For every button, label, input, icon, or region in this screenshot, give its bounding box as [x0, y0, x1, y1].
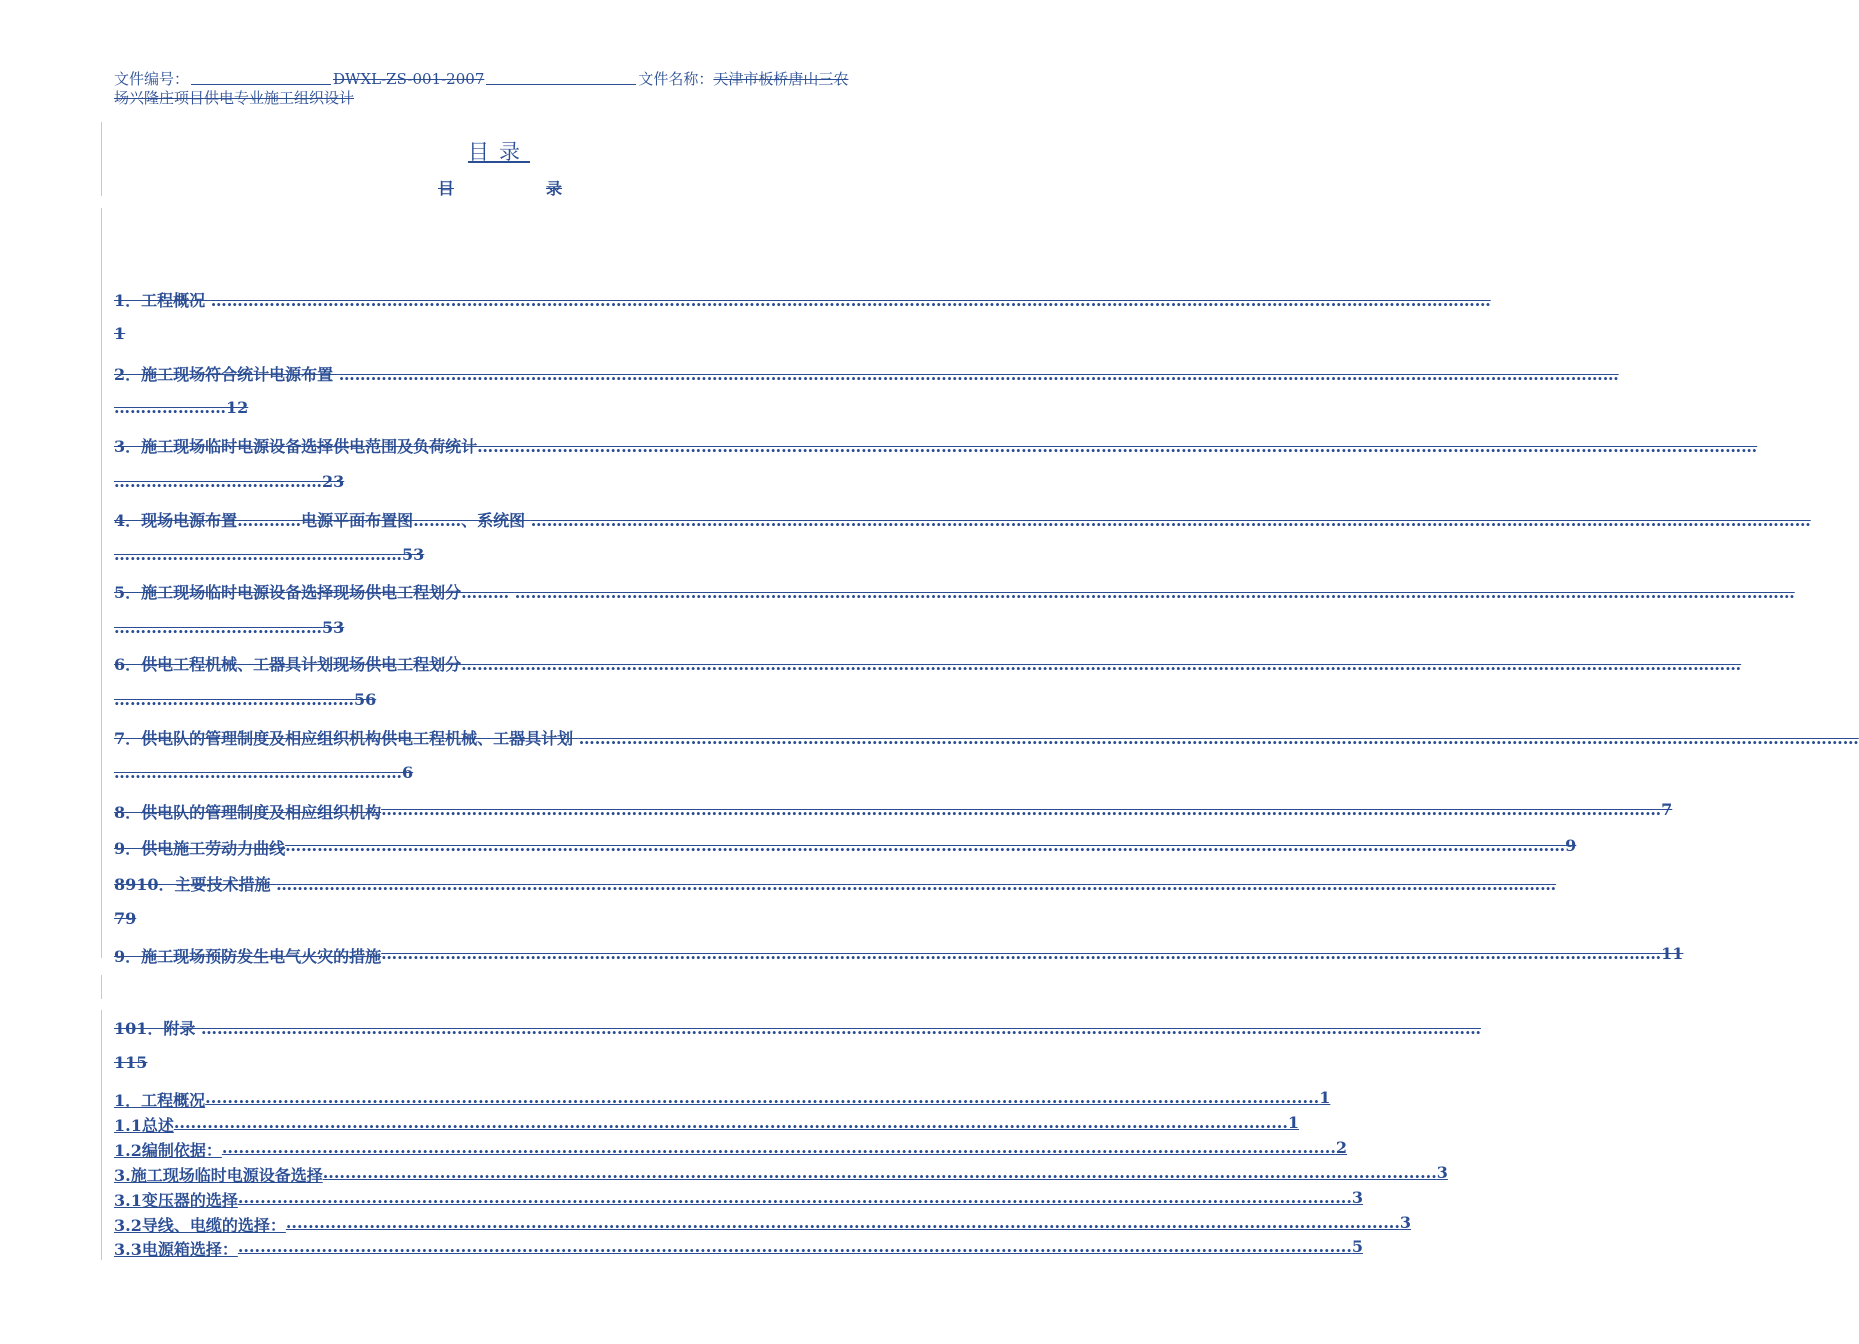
toc-old-entry[interactable] — [114, 836, 1577, 859]
toc-old-entry[interactable] — [114, 508, 1811, 531]
underline-gap — [191, 76, 331, 85]
toc-leader-dots: ........................................................................................................................................................................................................ — [237, 1188, 1352, 1207]
toc-leader-dots: ……………………………………… — [114, 690, 354, 709]
toc-page-number: 1 — [1287, 1113, 1300, 1132]
toc-page-number: 23 — [322, 472, 345, 491]
toc-leader-dots: …………………………………………………………………………………………………………………………………………………………………………………………………………………… — [200, 1019, 1481, 1038]
toc-page-number: 3 — [1436, 1163, 1448, 1182]
toc-leader-dots: ........................................................................................................................................................................................................ — [285, 1213, 1400, 1232]
doc-no: DWXL-ZS-001-2007 — [333, 70, 485, 88]
page-title-old — [438, 176, 562, 199]
toc-old-entry[interactable] — [114, 800, 1673, 823]
toc-entry-label: 3.2导线、电缆的选择： — [114, 1216, 286, 1235]
toc-leader-dots: ……………………………………………… — [114, 545, 402, 564]
toc-page-number: 53 — [402, 545, 425, 564]
toc-old-entry[interactable] — [114, 362, 1619, 385]
toc-leader-dots: ………………………………… — [114, 472, 322, 491]
document-header — [114, 70, 884, 108]
underline-gap — [486, 76, 636, 85]
toc-leader-dots: ……………………………………………… — [114, 763, 402, 782]
toc-page-number: 5 — [1351, 1237, 1364, 1256]
toc-leader-dots: …………………………………………………………………………………………………………………………………………………………………………………………………………………… — [514, 583, 1795, 602]
toc-entry-label: 8910．主要技术措施 — [114, 875, 277, 894]
doc-name-line2: 场兴隆庄项目供电专业施工组织设计 — [114, 89, 355, 107]
toc-old-entry-continued[interactable] — [114, 324, 882, 343]
toc-entry-label: 101．附录 — [114, 1019, 201, 1038]
toc-page-number: 3 — [1351, 1188, 1364, 1207]
toc-leader-dots: …………………………………………………………………………………………………………………………………………………………………………………………………………………… — [381, 944, 1662, 963]
toc-entry[interactable] — [114, 1088, 1331, 1111]
doc-name-label: 文件名称： — [638, 70, 714, 88]
toc-page-number: 115 — [114, 1053, 148, 1072]
toc-page-number: 56 — [354, 690, 377, 709]
toc-entry-label: 3.施工现场临时电源设备选择 — [114, 1166, 323, 1185]
toc-leader-dots: …………………………………………………………………………………………………………………………………………………………………………………………………………………… — [276, 875, 1557, 894]
toc-leader-dots: …………………………………………………………………………………………………………………………………………………………………………………………………………………… — [285, 836, 1566, 855]
toc-page-number: 1 — [1319, 1088, 1331, 1107]
toc-old-entry[interactable] — [114, 872, 1557, 895]
toc-page-number: 11 — [1661, 944, 1684, 963]
doc-name-line1: 天津市板桥唐山三农 — [713, 70, 849, 88]
title-old-char: 录 — [545, 179, 562, 198]
toc-entry-label: 4．现场电源布置…………电源平面布置图………、系统图 — [114, 511, 531, 530]
toc-old-entry[interactable] — [114, 1016, 1481, 1039]
revision-bar — [101, 975, 102, 999]
toc-entry[interactable] — [114, 1163, 1448, 1186]
toc-leader-dots: …………………………………………………………………………………………………………………………………………………………………………………………………………………… — [210, 291, 1491, 310]
toc-old-entry-continued[interactable] — [114, 690, 882, 709]
toc-page-number: 6 — [402, 763, 414, 782]
toc-leader-dots: …………………………………………………………………………………………………………………………………………………………………………………………………………………… — [530, 511, 1811, 530]
revision-bar — [101, 208, 102, 958]
toc-old-entry-continued[interactable] — [114, 909, 882, 928]
toc-entry-label: 3.3电源箱选择： — [114, 1240, 238, 1259]
toc-entry-label: 2．施工现场符合统计电源布置 — [114, 365, 339, 384]
toc-entry-label: 1．工程概况 — [114, 291, 211, 310]
toc-old-entry[interactable] — [114, 580, 1795, 603]
toc-entry[interactable] — [114, 1113, 1300, 1136]
toc-leader-dots: ........................................................................................................................................................................................................ — [221, 1138, 1336, 1157]
toc-entry-label: 1.1总述 — [114, 1116, 174, 1135]
toc-page-number: 9 — [1565, 836, 1577, 855]
toc-old-entry-continued[interactable] — [114, 472, 882, 491]
toc-leader-dots: ........................................................................................................................................................................................................ — [237, 1237, 1352, 1256]
toc-old-entry[interactable] — [114, 288, 1491, 311]
toc-old-entry-continued[interactable] — [114, 545, 882, 564]
toc-entry-label: 1．工程概况 — [114, 1091, 206, 1110]
toc-old-entry[interactable] — [114, 434, 1758, 457]
page-title: 目录 — [468, 140, 530, 164]
toc-entry-label: 9．供电施工劳动力曲线 — [114, 839, 286, 858]
toc-entry[interactable] — [114, 1188, 1364, 1211]
toc-entry-label: 3.1变压器的选择 — [114, 1191, 238, 1210]
toc-leader-dots: ………………… — [114, 398, 226, 417]
toc-page-number: 3 — [1399, 1213, 1412, 1232]
toc-old-entry-continued[interactable] — [114, 1053, 882, 1072]
toc-page-number: 7 — [1661, 800, 1673, 819]
toc-entry-label: 3．施工现场临时电源设备选择供电范围及负荷统计 — [114, 437, 478, 456]
toc-leader-dots: …………………………………………………………………………………………………………………………………………………………………………………………………………………… — [381, 800, 1662, 819]
toc-leader-dots: …………………………………………………………………………………………………………………………………………………………………………………………………………………… — [338, 365, 1619, 384]
toc-entry-label: 7．供电队的管理制度及相应组织机构供电工程机械、工器具计划 — [114, 729, 579, 748]
toc-leader-dots: …………………………………………………………………………………………………………………………………………………………………………………………………………………… — [461, 655, 1742, 674]
toc-page-number: 12 — [226, 398, 249, 417]
doc-no-label: 文件编号： — [114, 70, 190, 88]
toc-leader-dots: ........................................................................................................................................................................................................ — [322, 1163, 1437, 1182]
toc-leader-dots: …………………………………………………………………………………………………………………………………………………………………………………………………………………… — [477, 437, 1758, 456]
title-old-char: 目 — [438, 179, 455, 198]
toc-leader-dots: ........................................................................................................................................................................................................ — [173, 1113, 1288, 1132]
toc-old-entry[interactable] — [114, 944, 1684, 967]
toc-old-entry-continued[interactable] — [114, 398, 882, 417]
toc-leader-dots: …………………………………………………………………………………………………………………………………………………………………………………………………………………… — [578, 729, 1859, 748]
toc-old-entry-continued[interactable] — [114, 763, 882, 782]
toc-page-number: 2 — [1335, 1138, 1348, 1157]
revision-bar — [101, 1010, 102, 1260]
toc-entry-label: 5．施工现场临时电源设备选择现场供电工程划分……… — [114, 583, 515, 602]
toc-entry[interactable] — [114, 1237, 1364, 1260]
toc-entry-label: 6．供电工程机械、工器具计划现场供电工程划分 — [114, 655, 462, 674]
toc-entry[interactable] — [114, 1138, 1348, 1161]
toc-page-number: 79 — [114, 909, 137, 928]
toc-entry-label: 8．供电队的管理制度及相应组织机构 — [114, 803, 382, 822]
toc-leader-dots: ........................................................................................................................................................................................................ — [205, 1088, 1320, 1107]
toc-old-entry[interactable] — [114, 726, 1859, 749]
toc-page-number: 1 — [114, 324, 126, 343]
toc-old-entry-continued[interactable] — [114, 618, 882, 637]
toc-leader-dots: ………………………………… — [114, 618, 322, 637]
toc-page-number: 53 — [322, 618, 345, 637]
toc-old-entry[interactable] — [114, 652, 1742, 675]
toc-entry-label: 1.2编制依据： — [114, 1141, 222, 1160]
toc-entry[interactable] — [114, 1213, 1412, 1236]
toc-entry-label: 9．施工现场预防发生电气火灾的措施 — [114, 947, 382, 966]
